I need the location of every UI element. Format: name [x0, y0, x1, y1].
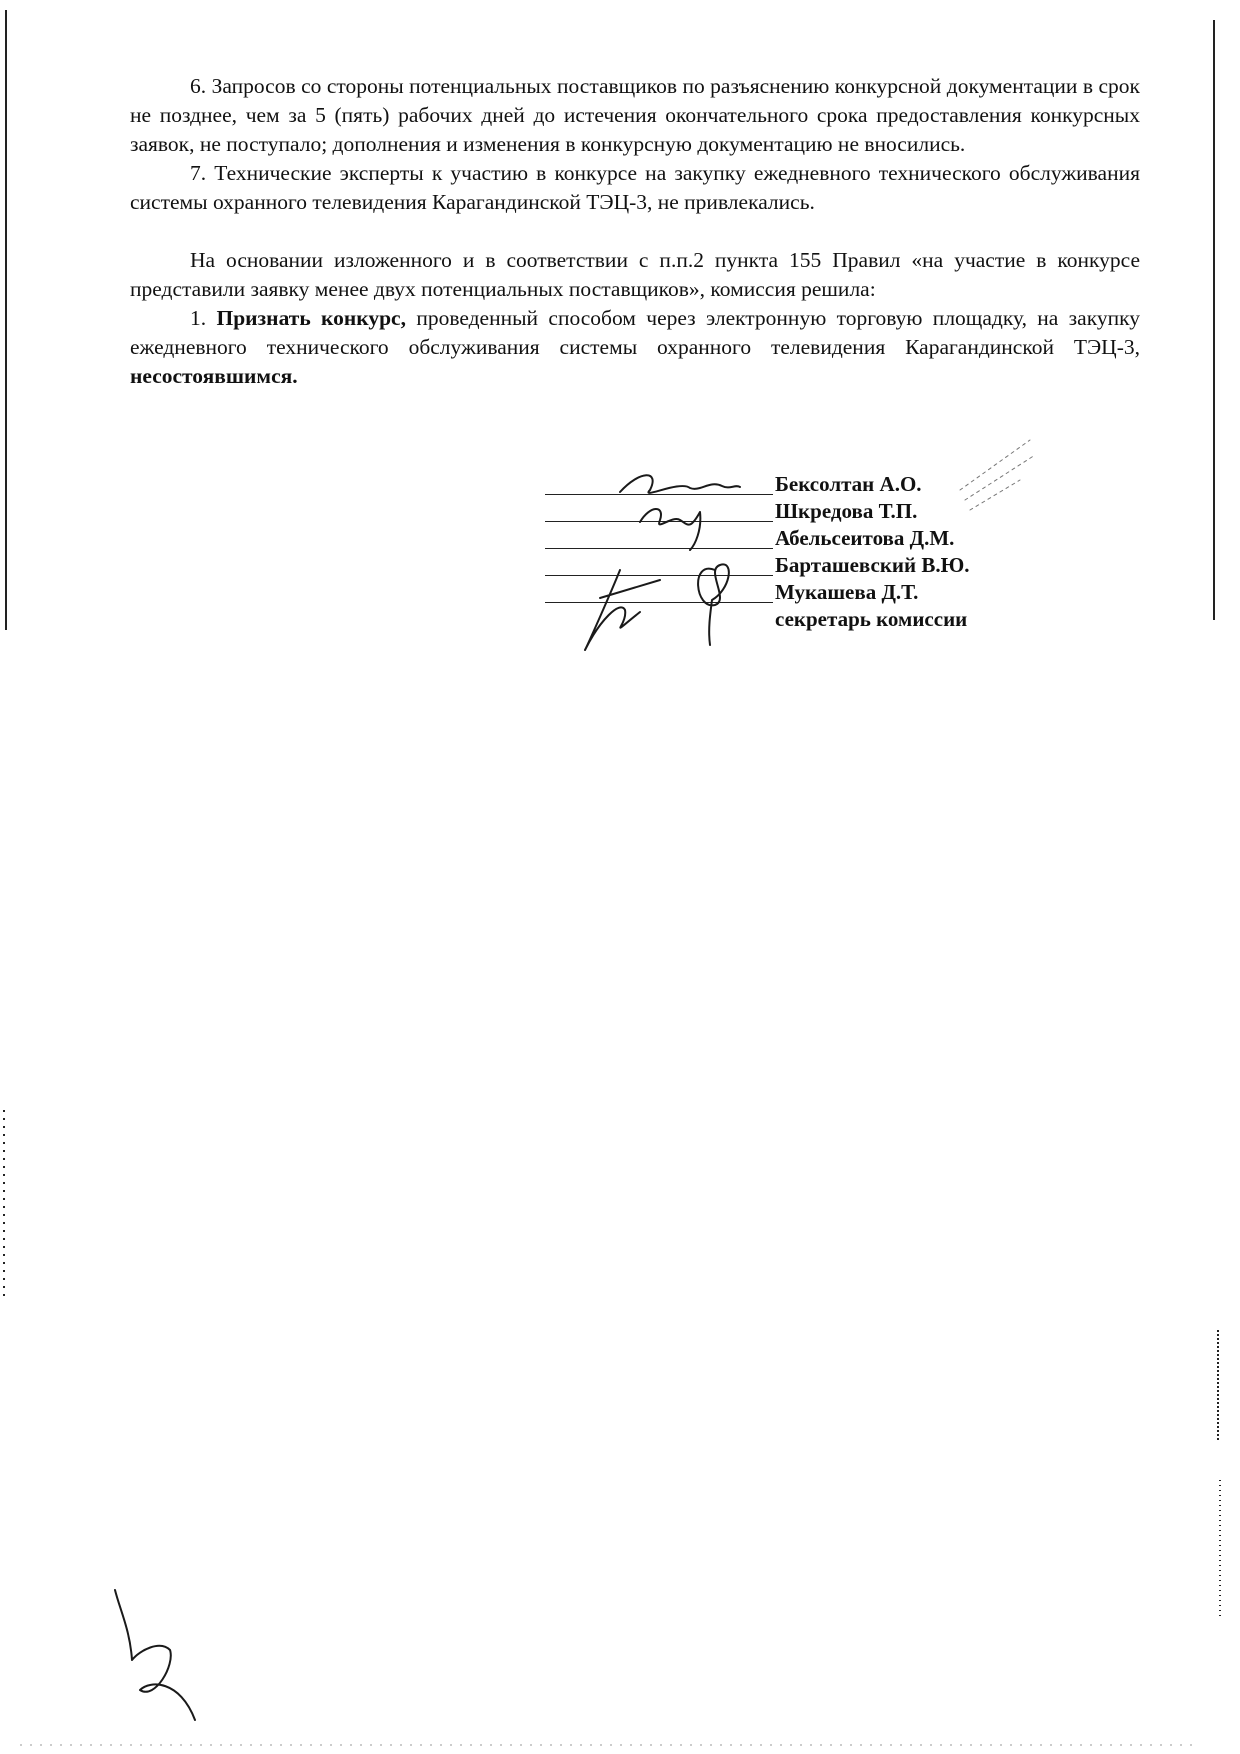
paragraph-6: 6. Запросов со стороны потенциальных поставщиков по разъяснению конкурсной документации в срок не позднее, чем за 5 (пять) рабочих дней до истечения окончательного срока предоставления конкурсных заявок, не поступало; дополнения и изменения в конкурсную документацию не вносились.	[130, 74, 1140, 156]
paragraph-7: 7. Технические эксперты к участию в конкурсе на закупку ежедневного технического обслуживания системы охранного телевидения Карагандинской ТЭЦ-3, не привлекались.	[130, 161, 1140, 214]
signatory-name: Бексолтан А.О.	[775, 472, 922, 496]
signatory-name: Мукашева Д.Т.	[775, 580, 919, 604]
paragraph-basis: На основании изложенного и в соответствии с п.п.2 пункта 155 Правил «на участие в конкурсе представили заявку менее двух потенциальных поставщиков», комиссия решила:	[130, 248, 1140, 301]
signatory-role: секретарь комиссии	[775, 607, 968, 631]
signatory-name: Шкредова Т.П.	[775, 499, 918, 523]
decision-bold-lead: Признать конкурс,	[216, 306, 406, 330]
decision-middle: проведенный способом через электронную торговую площадку, на закупку ежедневного технического обслуживания системы охранного телевидения Карагандинской ТЭЦ-3,	[130, 306, 1140, 359]
signatory-name: Абельсеитова Д.М.	[775, 526, 955, 550]
decision-number: 1.	[190, 306, 217, 330]
signatory-name: Барташевский В.Ю.	[775, 553, 970, 577]
decision-bold-result: несостоявшимся.	[130, 364, 298, 388]
